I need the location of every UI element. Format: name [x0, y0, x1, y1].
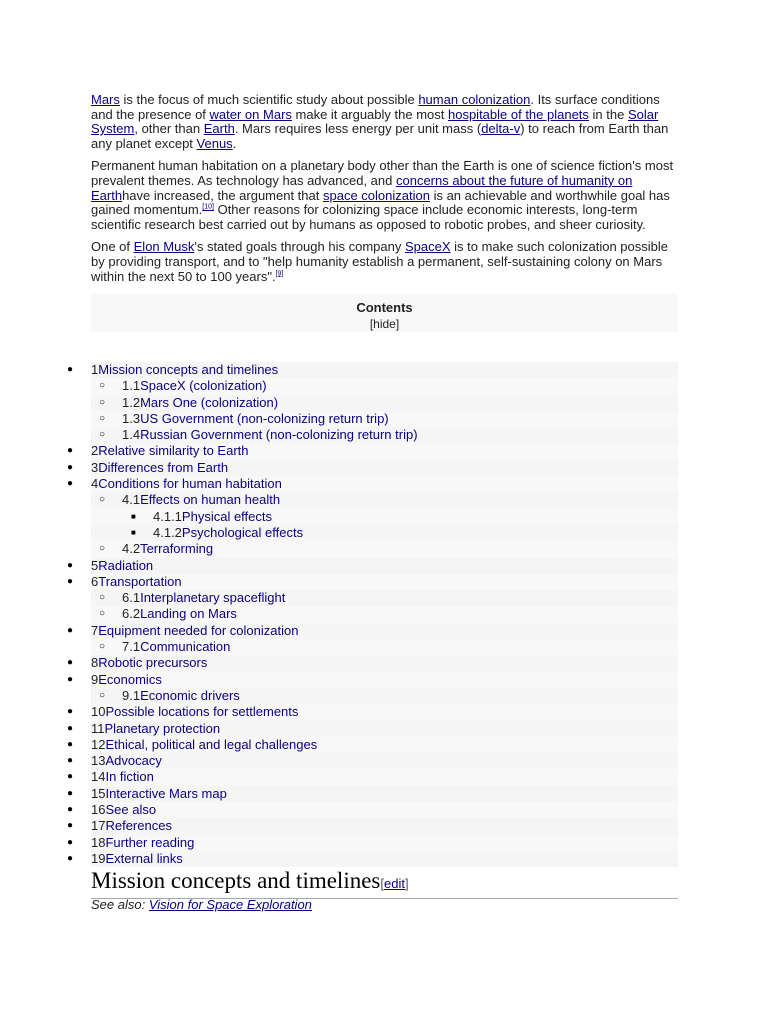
- toc-number: 4.2: [122, 541, 141, 557]
- bullet-icon: ■: [131, 527, 136, 537]
- toc-label[interactable]: Radiation: [98, 557, 154, 573]
- toc-number: 6: [91, 573, 99, 589]
- toc-number: 1.1: [122, 378, 141, 394]
- toc-item-text[interactable]: [91, 623, 298, 639]
- bullet-icon: ○: [99, 429, 106, 441]
- toc-number: 1: [91, 362, 99, 377]
- bullet-icon: ○: [99, 689, 106, 701]
- toc-item-text[interactable]: [122, 378, 267, 394]
- bullet-icon: ●: [67, 706, 74, 718]
- toc-item[interactable]: [91, 688, 678, 704]
- bullet-icon: ●: [67, 804, 74, 816]
- text: is the focus of much scientific study about possible: [119, 92, 419, 107]
- toc-label[interactable]: Planetary protection: [104, 720, 221, 736]
- bullet-icon: ○: [99, 608, 106, 620]
- toc-item[interactable]: [67, 785, 678, 802]
- toc-number: 17: [91, 818, 106, 834]
- toc-label[interactable]: Psychological effects: [181, 524, 304, 540]
- section-heading-mission-concepts: [91, 867, 678, 899]
- toc-item[interactable]: [91, 492, 678, 508]
- text: have increased, the argument that: [122, 187, 323, 203]
- toc-number: 5: [91, 557, 99, 573]
- toc-number: 18: [91, 834, 106, 850]
- toc-number: 4: [91, 476, 99, 492]
- toc-item[interactable]: [91, 509, 678, 525]
- heading-text: Mission concepts and timelines: [91, 868, 381, 893]
- toc-item-text[interactable]: [91, 460, 228, 476]
- toc-label[interactable]: Communication: [140, 639, 231, 655]
- toc-item[interactable]: [67, 769, 678, 785]
- bullet-icon: ●: [67, 673, 74, 685]
- bullet-icon: ●: [67, 478, 74, 490]
- link-hospitable[interactable]: hospitable of the planets: [447, 106, 589, 122]
- toc-item[interactable]: [67, 622, 678, 639]
- toc-item-text[interactable]: [91, 362, 278, 378]
- toc-label[interactable]: Mission concepts and timelines: [98, 362, 279, 377]
- intro-paragraph-2: [91, 159, 678, 232]
- toc-label[interactable]: Advocacy: [105, 753, 162, 769]
- toc-item[interactable]: [91, 525, 678, 541]
- toc-header: [91, 294, 678, 332]
- bullet-icon: ●: [67, 836, 74, 848]
- toc-label[interactable]: SpaceX (colonization): [140, 378, 267, 394]
- toc-item[interactable]: [67, 720, 678, 737]
- bullet-icon: ○: [99, 543, 106, 555]
- toc-item[interactable]: [67, 362, 678, 378]
- bullet-icon: ○: [99, 380, 106, 392]
- toc-item[interactable]: [91, 411, 678, 427]
- bullet-icon: ●: [67, 722, 74, 734]
- toc-number: 1.4: [122, 427, 141, 443]
- toc-item[interactable]: [91, 395, 678, 411]
- toc-item-text[interactable]: [91, 721, 220, 737]
- bullet-icon: ●: [67, 755, 74, 767]
- toc-item-text[interactable]: [91, 558, 153, 574]
- toc-number: 1.3: [122, 410, 141, 426]
- toc-item-text[interactable]: [153, 525, 303, 541]
- toc-item-text[interactable]: [122, 427, 418, 443]
- toc-number: 7: [91, 622, 99, 638]
- edit-section: [380, 876, 408, 891]
- edit-bracket: [: [380, 876, 385, 891]
- link-earth[interactable]: Earth: [203, 121, 235, 137]
- bullet-icon: ●: [67, 852, 74, 864]
- toc-label[interactable]: Transportation: [98, 573, 182, 589]
- toc-item-text[interactable]: [91, 655, 207, 671]
- toc-item[interactable]: [91, 378, 678, 394]
- toc-item[interactable]: [91, 590, 678, 606]
- text: Other reasons for colonizing space include economic interests, long-term scientific research best carried out by humans as opposed to robotic probes, and sheer curiosity.: [91, 202, 646, 232]
- toc-item[interactable]: [67, 459, 678, 476]
- toc-label[interactable]: Russian Government (non-colonizing return trip): [140, 427, 418, 443]
- citation-10[interactable]: [10]: [202, 203, 214, 211]
- toc-label[interactable]: External links: [105, 850, 183, 866]
- toc-label[interactable]: Interplanetary spaceflight: [140, 590, 286, 606]
- bullet-icon: ■: [131, 511, 136, 521]
- toc-label[interactable]: Mars One (colonization): [140, 394, 279, 410]
- toc-item-text[interactable]: [91, 753, 162, 769]
- text: is an achievable and worthwhile goal has gained momentum.: [91, 187, 670, 218]
- toc-item-text[interactable]: [91, 851, 183, 867]
- bullet-icon: ●: [67, 738, 74, 750]
- article-body: [91, 93, 678, 332]
- toc-number: 14: [91, 769, 106, 785]
- toc-item[interactable]: [67, 802, 678, 818]
- toc-label[interactable]: In fiction: [105, 769, 154, 785]
- intro-paragraph-3: [91, 240, 678, 284]
- link-water-on-mars[interactable]: water on Mars: [209, 106, 292, 122]
- toc-item[interactable]: [67, 834, 678, 851]
- bullet-icon: ●: [67, 575, 74, 587]
- toc-item-text[interactable]: [122, 590, 285, 606]
- toc-label[interactable]: Ethical, political and legal challenges: [105, 736, 318, 752]
- text: is to make such colonization possible by providing transport, and to "help humanity establish a permanent, self-sustaining colony on Mars within the next 50 to 100 years".: [91, 239, 669, 284]
- toc-number: 2: [91, 443, 99, 459]
- edit-link[interactable]: edit: [384, 876, 405, 891]
- text: in the: [588, 106, 628, 122]
- toc-item-text[interactable]: [122, 639, 230, 655]
- toc-item-text[interactable]: [122, 411, 389, 427]
- bullet-icon: ○: [99, 412, 106, 424]
- toc-label[interactable]: Robotic precursors: [98, 655, 208, 671]
- link-elon-musk[interactable]: Elon Musk: [133, 239, 195, 255]
- text: . Its surface conditions and the presence of: [91, 92, 660, 122]
- toc-item[interactable]: [67, 557, 678, 574]
- intro-paragraph-1: [91, 93, 678, 151]
- toc-label[interactable]: US Government (non-colonizing return trip): [140, 410, 389, 426]
- toc-item[interactable]: [67, 443, 678, 459]
- toc-item-text[interactable]: [153, 509, 272, 525]
- bullet-icon: ●: [67, 820, 74, 832]
- toc-label[interactable]: Conditions for human habitation: [98, 476, 282, 492]
- text: ) to reach from Earth than any planet except: [91, 121, 669, 151]
- toc-label[interactable]: Equipment needed for colonization: [98, 622, 299, 638]
- toc-item-text[interactable]: [91, 737, 317, 753]
- toc-item-text[interactable]: [122, 492, 280, 508]
- toc-label[interactable]: Further reading: [105, 834, 195, 850]
- text: 's stated goals through his company: [194, 239, 405, 255]
- toc-number: 13: [91, 753, 106, 769]
- toc-item-text[interactable]: [91, 704, 298, 720]
- toc-item-text[interactable]: [91, 769, 154, 785]
- toc-item[interactable]: [91, 427, 678, 443]
- bullet-icon: ○: [99, 592, 106, 604]
- bullet-icon: ●: [67, 657, 74, 669]
- bullet-icon: ●: [67, 364, 74, 375]
- toc-item-text[interactable]: [122, 541, 213, 557]
- toc-number: 8: [91, 655, 99, 671]
- toc-item[interactable]: [67, 850, 678, 867]
- link-venus[interactable]: Venus: [196, 135, 233, 151]
- toc-label[interactable]: Interactive Mars map: [105, 785, 227, 801]
- toc-item[interactable]: [67, 671, 678, 688]
- toc-label[interactable]: Physical effects: [181, 508, 273, 524]
- edit-bracket: ]: [404, 876, 409, 891]
- link-mars[interactable]: Mars: [91, 92, 120, 107]
- toc-number: 3: [91, 459, 99, 475]
- bullet-icon: ●: [67, 445, 74, 457]
- bullet-icon: ○: [99, 396, 106, 408]
- toc-item-text[interactable]: [122, 688, 240, 704]
- text: Permanent human habitation on a planetary body other than the Earth is one of science fiction's most prevalent themes. As technology has advanced, and: [91, 158, 674, 188]
- toc-item-text[interactable]: [91, 476, 282, 492]
- toc-item-text[interactable]: [91, 443, 249, 459]
- toc-number: 1.2: [122, 394, 141, 410]
- toc-number: 7.1: [122, 639, 141, 655]
- see-also-hatnote: [91, 898, 312, 913]
- toc-number: 10: [91, 704, 106, 720]
- link-concerns-future-humanity[interactable]: concerns about the future of humanity on Earth: [91, 172, 633, 203]
- toc-number: 6.2: [122, 606, 141, 622]
- toc-item-text[interactable]: [91, 786, 227, 802]
- toc-item[interactable]: [91, 541, 678, 557]
- toc-label[interactable]: Economic drivers: [140, 687, 240, 703]
- bullet-icon: ○: [99, 641, 106, 653]
- toc-number: 15: [91, 785, 106, 801]
- citation-9[interactable]: [9]: [275, 270, 284, 278]
- bullet-icon: ○: [99, 494, 106, 506]
- toc-item[interactable]: [91, 606, 678, 622]
- bullet-icon: ●: [67, 559, 74, 571]
- toc-number: 9.1: [122, 687, 141, 703]
- toc-number: 4.1.1: [153, 508, 182, 524]
- text: , other than: [134, 121, 204, 137]
- link-vision-space-exploration[interactable]: Vision for Space Exploration: [148, 897, 312, 912]
- toc-item-text[interactable]: [91, 574, 182, 590]
- toc-item-text[interactable]: [91, 818, 172, 834]
- toc-item-text[interactable]: [91, 802, 156, 818]
- toc-item-text[interactable]: [122, 395, 278, 411]
- toc-number: 12: [91, 736, 106, 752]
- toc-label[interactable]: Effects on human health: [140, 492, 281, 508]
- toc-item[interactable]: [67, 818, 678, 834]
- toc-label[interactable]: Possible locations for settlements: [105, 704, 299, 720]
- link-human-colonization[interactable]: human colonization: [418, 92, 531, 107]
- link-delta-v[interactable]: delta-v: [481, 121, 521, 137]
- toc-label[interactable]: Economics: [98, 671, 162, 687]
- toc-label[interactable]: Landing on Mars: [140, 606, 237, 622]
- table-of-contents: [0, 362, 678, 867]
- bullet-icon: ●: [67, 771, 74, 783]
- toc-item[interactable]: [67, 573, 678, 590]
- bullet-icon: ●: [67, 461, 74, 473]
- toc-number: 4.1.2: [153, 524, 182, 540]
- toc-item[interactable]: [67, 655, 678, 671]
- toc-item[interactable]: [67, 736, 678, 753]
- link-space-colonization[interactable]: space colonization: [322, 187, 430, 203]
- bullet-icon: ●: [67, 787, 74, 799]
- see-also-prefix: See also:: [91, 897, 149, 912]
- toc-item[interactable]: [67, 704, 678, 720]
- toc-number: 16: [91, 802, 106, 818]
- text: One of: [91, 239, 134, 255]
- toc-item[interactable]: [91, 639, 678, 655]
- toc-number: 11: [91, 720, 105, 736]
- toc-label[interactable]: Relative similarity to Earth: [98, 443, 249, 459]
- toc-item-text[interactable]: [91, 835, 194, 851]
- toc-label[interactable]: Differences from Earth: [98, 459, 229, 475]
- toc-title: Contents: [356, 300, 413, 316]
- text: make it arguably the most: [291, 106, 448, 122]
- link-spacex[interactable]: SpaceX: [404, 239, 451, 255]
- link-solar-system[interactable]: Solar System: [91, 106, 659, 137]
- toc-hide-toggle[interactable]: [hide]: [369, 317, 400, 332]
- toc-label[interactable]: References: [105, 818, 172, 834]
- toc-item[interactable]: [67, 476, 678, 492]
- toc-item[interactable]: [67, 753, 678, 769]
- toc-number: 4.1: [122, 492, 141, 508]
- toc-label[interactable]: Terraforming: [140, 541, 214, 557]
- toc-number: 6.1: [122, 590, 141, 606]
- toc-number: 19: [91, 850, 106, 866]
- toc-number: 9: [91, 671, 99, 687]
- text: . Mars requires less energy per unit mass (: [234, 121, 482, 137]
- toc-item-text[interactable]: [91, 672, 162, 688]
- bullet-icon: ●: [67, 624, 74, 636]
- text: .: [232, 135, 237, 151]
- toc-label[interactable]: See also: [105, 802, 157, 818]
- toc-item-text[interactable]: [122, 606, 237, 622]
